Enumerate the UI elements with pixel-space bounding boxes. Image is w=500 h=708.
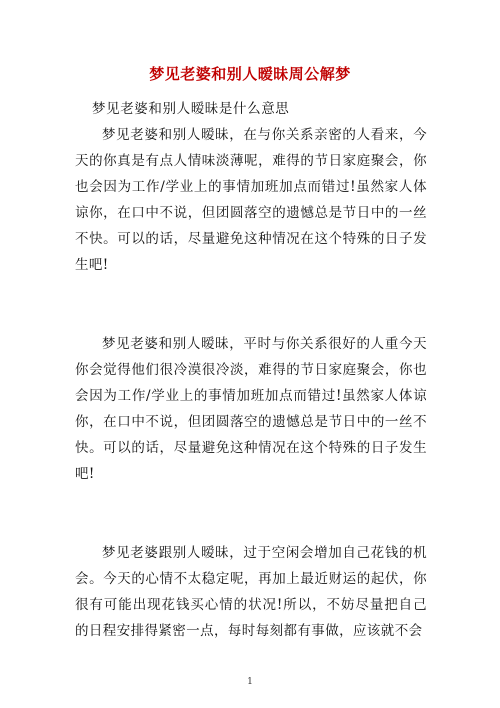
paragraph-3: 梦见老婆跟别人暧昧，过于空闲会增加自己花钱的机会。今天的心情不太稳定呢，再加上最近财运的起伏，你很有可能出现花钱买心情的状况!所以，不妨尽量把自己的日程安排得紧密一点，每时每刻都有事做，应该就不会 (75, 545, 427, 639)
document-subtitle: 梦见老婆和别人暧昧是什么意思 (92, 101, 290, 117)
page-number: 1 (247, 677, 253, 687)
paragraph-2: 梦见老婆和别人暧昧，平时与你关系很好的人重今天你会觉得他们很冷漠很冷淡，难得的节日家庭聚会，你也会因为工作/学业上的事情加班加点而错过!虽然家人体谅你，在口中不说，但团圆落空的遗憾总是节日中的一丝不快。可以的话，尽量避免这种情况在这个特殊的日子发生吧! (75, 336, 427, 482)
document-title: 梦见老婆和别人暧昧周公解梦 (149, 65, 351, 83)
paragraph-1: 梦见老婆和别人暧昧，在与你关系亲密的人看来，今天的你真是有点人情味淡薄呢，难得的节日家庭聚会，你也会因为工作/学业上的事情加班加点而错过!虽然家人体谅你，在口中不说，但团圆落空的遗憾总是节日中的一丝不快。可以的话，尽量避免这种情况在这个特殊的日子发生吧! (75, 127, 427, 273)
